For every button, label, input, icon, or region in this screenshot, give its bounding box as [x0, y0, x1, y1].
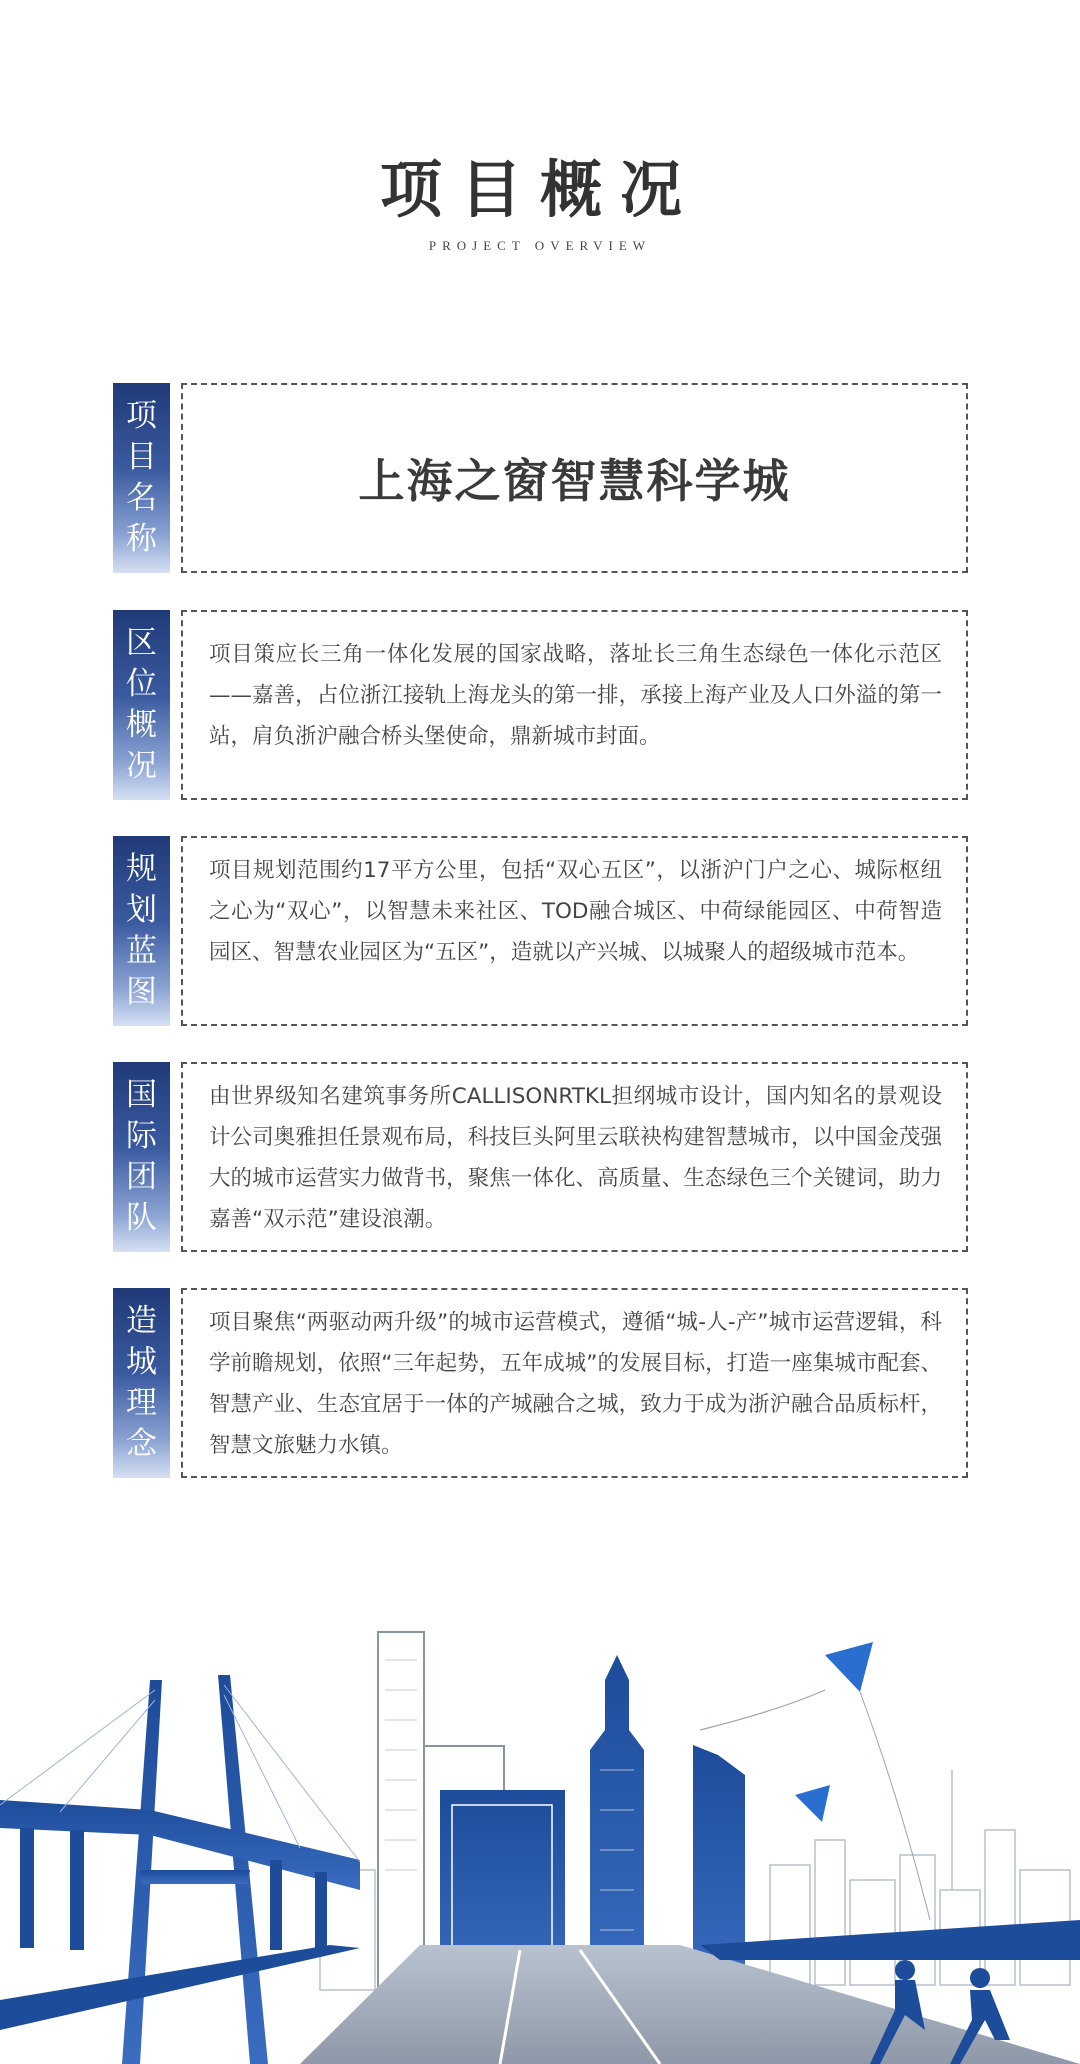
label-char: 划: [126, 892, 157, 928]
label-char: 蓝: [126, 933, 157, 969]
label-char: 团: [126, 1159, 157, 1195]
section-box: [181, 610, 968, 800]
section-text: 由世界级知名建筑事务所CALLISONRTKL担纲城市设计，国内知名的景观设计公司奥雅担任景观布局，科技巨头阿里云联袂构建智慧城市，以中国金茂强大的城市运营实力做背书，聚焦一体化、高质量、生态绿色三个关键词，助力嘉善“双示范”建设浪潮。: [209, 1084, 942, 1232]
label-char: 队: [126, 1200, 157, 1236]
label-char: 城: [126, 1344, 157, 1380]
label-char: 项: [126, 398, 157, 434]
section-planning: [113, 836, 968, 1026]
section-label: [113, 610, 170, 800]
label-char: 理: [126, 1385, 157, 1421]
section-label: [113, 1062, 170, 1252]
section-text: 项目规划范围约17平方公里，包括“双心五区”，以浙沪门户之心、城际枢纽之心为“双心”，以智慧未来社区、TOD融合城区、中荷绿能园区、中荷智造园区、智慧农业园区为“五区”，造就以产兴城、以城聚人的超级城市范本。: [209, 858, 942, 965]
label-char: 念: [126, 1426, 157, 1462]
section-location: [113, 610, 968, 800]
section-concept: [113, 1288, 968, 1478]
label-char: 位: [126, 666, 157, 702]
project-name: 上海之窗智慧科学城: [358, 454, 791, 508]
label-char: 称: [126, 521, 157, 557]
section-box: [181, 1288, 968, 1478]
label-char: 目: [126, 439, 157, 475]
label-char: 国: [126, 1077, 157, 1113]
label-char: 图: [126, 974, 157, 1010]
section-label: [113, 1288, 170, 1478]
label-char: 造: [126, 1303, 157, 1339]
label-char: 区: [126, 625, 157, 661]
label-char: 际: [126, 1118, 157, 1154]
page-subtitle: PROJECT OVERVIEW: [428, 238, 652, 253]
label-char: 名: [126, 480, 157, 516]
city-skyline-illustration: [0, 1600, 1080, 2064]
section-project-name: [113, 383, 968, 573]
section-text: 项目策应长三角一体化发展的国家战略，落址长三角生态绿色一体化示范区——嘉善，占位浙江接轨上海龙头的第一排，承接上海产业及人口外溢的第一站，肩负浙沪融合桥头堡使命，鼎新城市封面。: [209, 642, 942, 749]
label-char: 规: [126, 851, 157, 887]
section-box: [181, 836, 968, 1026]
section-box: [181, 383, 968, 573]
section-team: [113, 1062, 968, 1252]
section-text: 项目聚焦“两驱动两升级”的城市运营模式，遵循“城-人-产”城市运营逻辑，科学前瞻规划，依照“三年起势，五年成城”的发展目标，打造一座集城市配套、智慧产业、生态宜居于一体的产城融合之城，致力于成为浙沪融合品质标杆，智慧文旅魅力水镇。: [209, 1310, 942, 1458]
page-title: 项目概况: [379, 153, 700, 226]
label-char: 况: [126, 748, 157, 784]
section-box: [181, 1062, 968, 1252]
label-char: 概: [126, 707, 157, 743]
section-label: [113, 836, 170, 1026]
section-label: [113, 383, 170, 573]
